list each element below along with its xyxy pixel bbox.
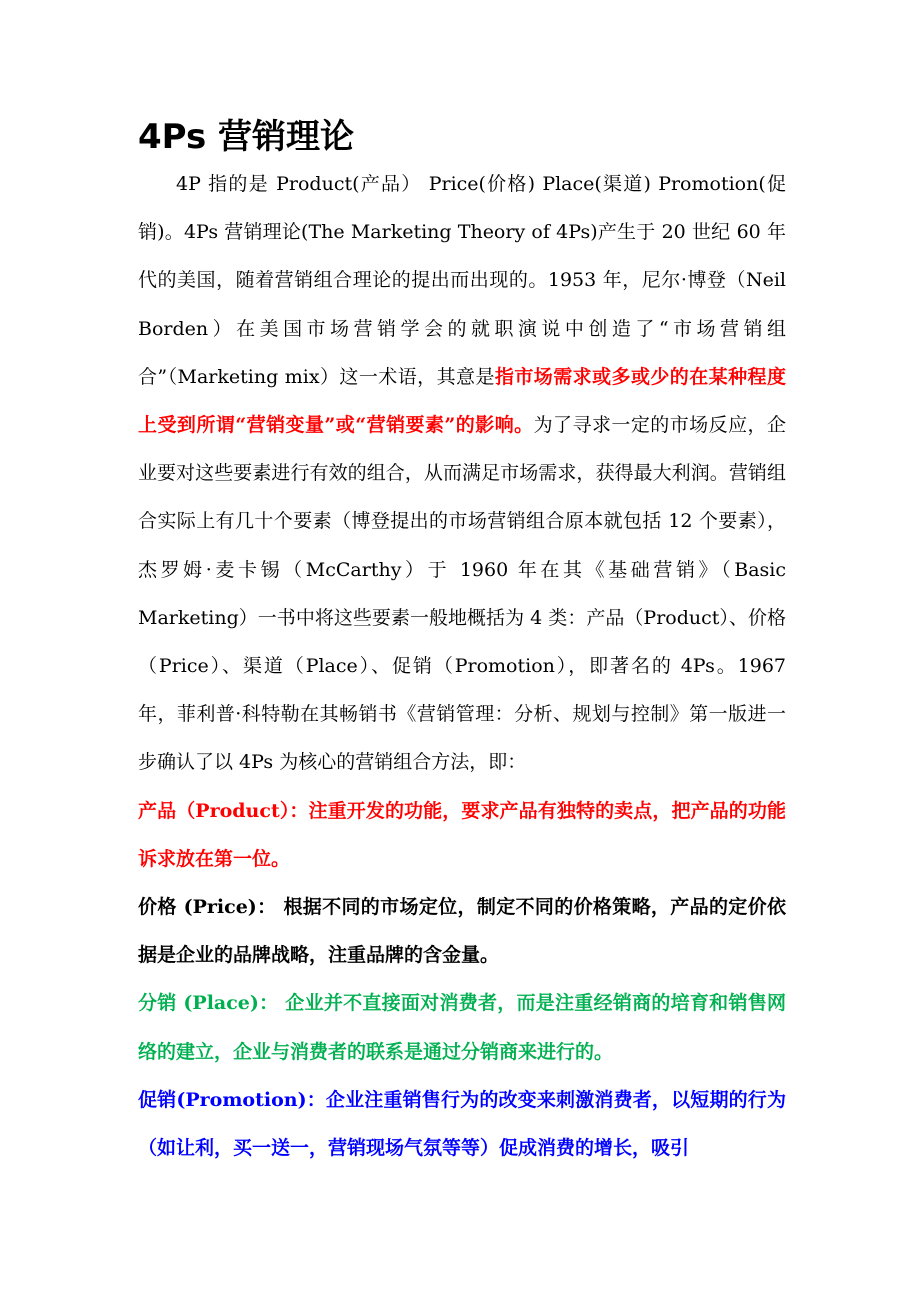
price-item bbox=[138, 883, 786, 979]
intro-highlight-text: 指市场需求或多或少的在某种程度上受到所谓“营销变量”或“营销要素”的影响。 bbox=[138, 365, 786, 437]
product-text: 注重开发的功能，要求产品有独特的卖点，把产品的功能诉求放在第一位。 bbox=[138, 799, 786, 870]
document-title: 4Ps 营销理论 bbox=[138, 117, 355, 157]
price-text: 根据不同的市场定位，制定不同的价格策略，产品的定价依据是企业的品牌战略，注重品牌的含金量。 bbox=[138, 896, 786, 967]
place-item bbox=[138, 979, 786, 1075]
price-label: 价格 (Price)： bbox=[138, 896, 284, 919]
place-text: 企业并不直接面对消费者，而是注重经销商的培育和销售网络的建立，企业与消费者的联系是通过分销商来进行的。 bbox=[138, 992, 786, 1063]
intro-paragraph bbox=[138, 160, 786, 787]
product-label: 产品（Product）： bbox=[138, 799, 309, 822]
intro-text-part1: 4P 指的是 Product(产品） Price(价格) Place(渠道) Promotion(促销)。4Ps 营销理论(The Marketing Theory of 4Ps)产生于 20 世纪 60 年代的美国，随着营销组合理论的提出而出现的。1953 年，尼尔·博登（Neil Borden）在美国市场营销学会的就职演说中创造了“市场营销组合”（Marketing mix）这一术语，其意是 bbox=[138, 173, 786, 388]
product-item bbox=[138, 787, 786, 883]
promotion-text: 企业注重销售行为的改变来刺激消费者，以短期的行为（如让利，买一送一，营销现场气氛等等）促成消费的增长，吸引 bbox=[138, 1088, 786, 1160]
document-body bbox=[138, 160, 786, 1172]
promotion-label: 促销(Promotion)： bbox=[138, 1088, 326, 1111]
intro-text-part2: 为了寻求一定的市场反应，企业要对这些要素进行有效的组合，从而满足市场需求，获得最大利润。营销组合实际上有几十个要素（博登提出的市场营销组合原本就包括 12 个要素），杰罗姆·麦卡锡（McCarthy）于 1960 年在其《基础营销》（Basic Marketing）一书中将这些要素一般地概括为 4 类：产品（Product）、价格（Price）、渠道（Place）、促销（Promotion），即著名的 4Ps。1967 年，菲利普·科特勒在其畅销书《营销管理：分析、规划与控制》第一版进一步确认了以 4Ps 为核心的营销组合方法，即： bbox=[138, 414, 786, 774]
place-label: 分销 (Place)： bbox=[138, 992, 286, 1015]
promotion-item bbox=[138, 1076, 786, 1172]
